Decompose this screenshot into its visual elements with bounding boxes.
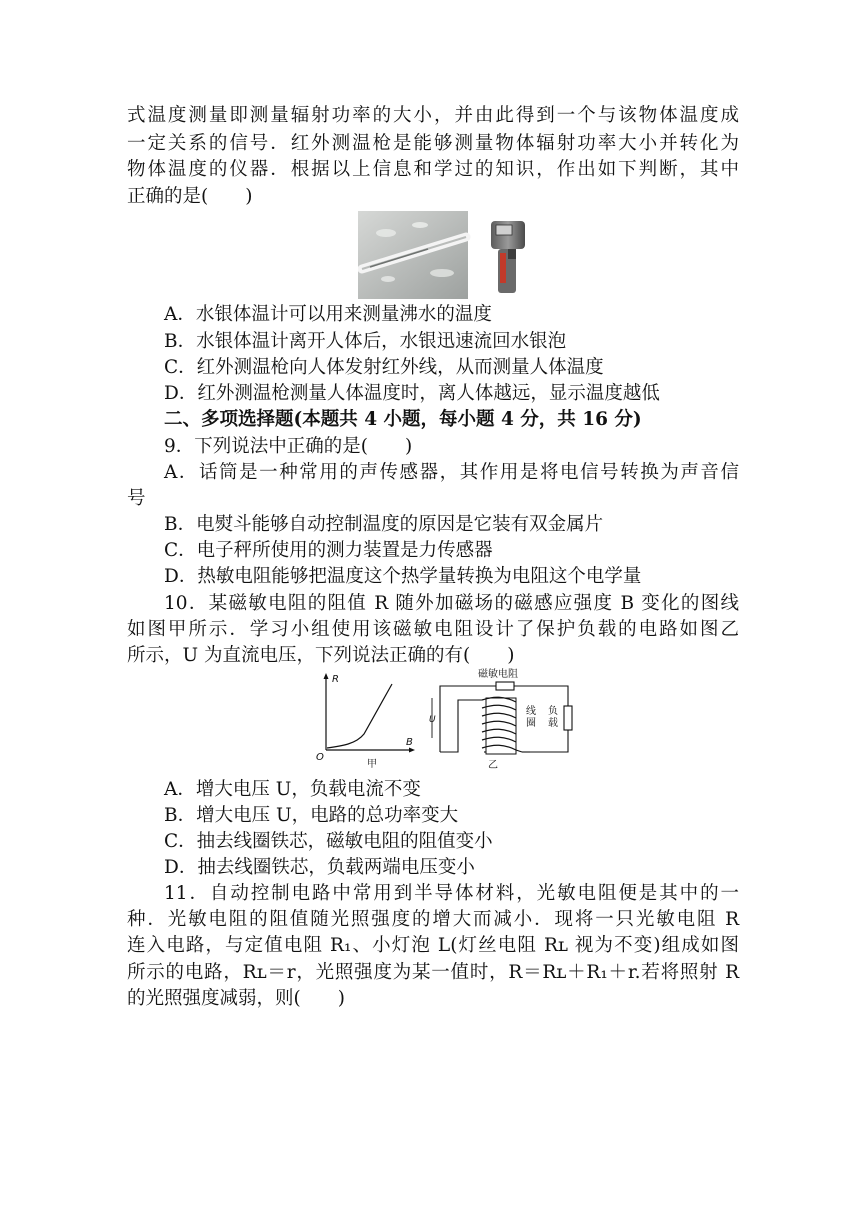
q10-text-line: 所示，U 为直流电压，下列说法正确的有( )	[127, 645, 515, 666]
q9-option-b: B．电熨斗能够自动控制温度的原因是它装有双金属片	[164, 514, 604, 535]
magnetoresistor-label: 磁敏电阻	[478, 669, 518, 680]
y-axis-label: R	[332, 674, 339, 685]
q9-option-a-cont: 号	[127, 488, 146, 509]
q11-text-line: 的光照强度减弱，则( )	[127, 988, 345, 1009]
q8-text-line: 正确的是( )	[127, 186, 253, 207]
q10-option-b: B．增大电压 U，电路的总功率变大	[164, 805, 459, 826]
q8-option-a: A．水银体温计可以用来测量沸水的温度	[164, 304, 492, 325]
q10-text-line: 如图甲所示．学习小组使用该磁敏电阻设计了保护负载的电路如图乙	[127, 619, 739, 640]
mercury-thermometer-photo	[358, 211, 468, 299]
q9-option-a: A．话筒是一种常用的声传感器，其作用是将电信号转换为声音信	[164, 462, 739, 483]
infrared-thermometer-gun-photo	[491, 221, 525, 293]
q9-option-d: D．热敏电阻能够把温度这个热学量转换为电阻这个电学量	[164, 566, 642, 587]
q8-text-line: 式温度测量即测量辐射功率的大小，并由此得到一个与该物体温度成	[127, 105, 739, 126]
load-symbol	[564, 706, 572, 730]
q10-option-c: C．抽去线圈铁芯，磁敏电阻的阻值变小	[164, 831, 493, 852]
load-label-2: 载	[548, 718, 558, 729]
q8-option-b: B．水银体温计离开人体后，水银迅速流回水银泡	[164, 331, 567, 352]
q9-stem: 9．下列说法中正确的是( )	[164, 436, 413, 457]
q8-text-line: 一定关系的信号．红外测温枪是能够测量物体辐射功率大小并转化为	[127, 133, 739, 154]
load-label-1: 负	[548, 706, 558, 717]
coil-label-1: 线	[526, 706, 536, 717]
q10-option-d: D．抽去线圈铁芯，负载两端电压变小	[164, 857, 475, 878]
protection-circuit-diagram	[428, 668, 576, 774]
q8-text-line: 物体温度的仪器．根据以上信息和学过的知识，作出如下判断，其中	[127, 159, 739, 180]
q11-text-line: 11．自动控制电路中常用到半导体材料，光敏电阻便是其中的一	[164, 883, 739, 904]
origin-label: O	[316, 752, 324, 763]
y-axis-arrow	[324, 673, 329, 679]
circuit-caption: 乙	[488, 760, 498, 771]
q11-text-line: 所示的电路，Rʟ＝r，光照强度为某一值时，R＝Rʟ＋R₁＋r.若将照射 R	[127, 962, 739, 983]
q11-text-line: 连入电路，与定值电阻 R₁、小灯泡 L(灯丝电阻 Rʟ 视为不变)组成如图	[127, 935, 739, 956]
magnetoresistor-symbol	[496, 682, 514, 690]
coil-label-2: 圈	[526, 718, 536, 729]
thermometer-photos	[358, 211, 536, 299]
graph-caption: 甲	[367, 759, 377, 770]
q11-text-line: 种．光敏电阻的阻值随光照强度的增大而减小．现将一只光敏电阻 R	[127, 909, 739, 930]
r-b-curve	[327, 684, 392, 748]
q9-option-c: C．电子秤所使用的测力装置是力传感器	[164, 540, 493, 561]
q8-option-c: C．红外测温枪向人体发射红外线，从而测量人体温度	[164, 357, 604, 378]
q10-text-line: 10．某磁敏电阻的阻值 R 随外加磁场的磁感应强度 B 变化的图线	[164, 593, 739, 614]
section-heading: 二、多项选择题(本题共 4 小题，每小题 4 分，共 16 分)	[164, 409, 642, 430]
coil-symbol	[482, 697, 522, 754]
x-axis-label: B	[406, 737, 413, 748]
q8-option-d: D．红外测温枪测量人体温度时，离人体越远，显示温度越低	[164, 383, 660, 404]
x-axis-arrow	[409, 748, 415, 753]
q10-option-a: A．增大电压 U，负载电流不变	[164, 779, 421, 800]
graph-r-vs-b	[312, 670, 424, 774]
voltage-label: U	[429, 715, 436, 725]
